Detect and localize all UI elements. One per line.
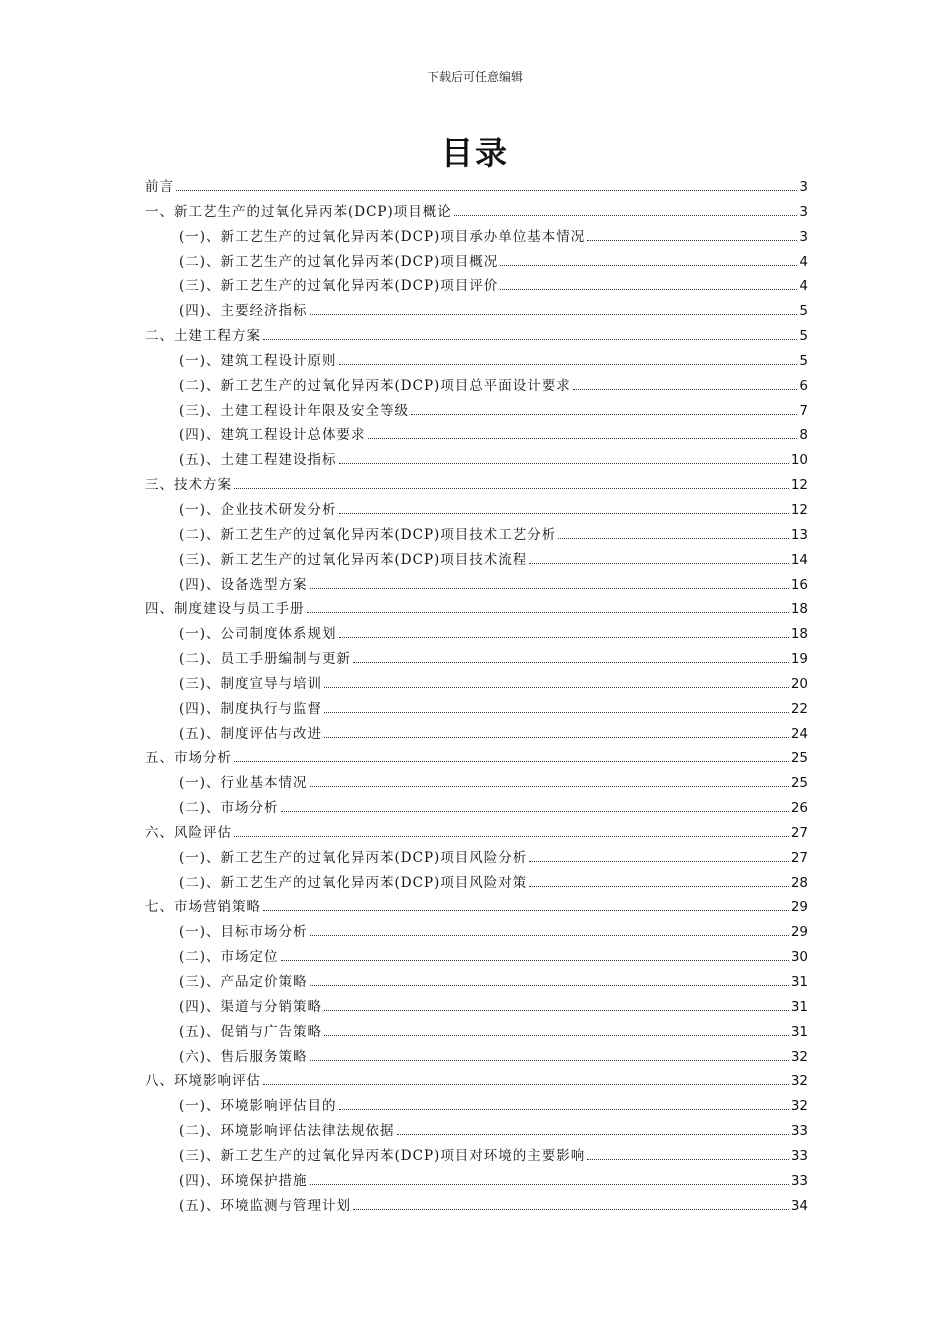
toc-chapter-entry[interactable] [145, 895, 808, 920]
toc-entry-label: (一)、新工艺生产的过氧化异丙苯(DCP)项目风险分析 [179, 849, 528, 866]
toc-page-number: 25 [790, 750, 808, 767]
toc-entry-label: (三)、土建工程设计年限及安全等级 [179, 402, 410, 419]
toc-dot-leader [339, 512, 789, 514]
toc-page-number: 4 [799, 253, 808, 270]
toc-dot-leader [397, 1133, 789, 1135]
toc-dot-leader [310, 785, 789, 787]
toc-page-number: 34 [790, 1197, 808, 1214]
toc-section-entry[interactable] [145, 672, 808, 697]
toc-section-entry[interactable] [145, 349, 808, 374]
toc-entry-label: (二)、员工手册编制与更新 [179, 651, 352, 668]
toc-page-number: 5 [799, 352, 808, 369]
toc-section-entry[interactable] [145, 970, 808, 995]
toc-dot-leader [310, 587, 789, 589]
toc-page-number: 25 [790, 775, 808, 792]
toc-chapter-entry[interactable] [145, 324, 808, 349]
toc-entry-label: (三)、新工艺生产的过氧化异丙苯(DCP)项目技术流程 [179, 551, 528, 568]
toc-dot-leader [558, 537, 789, 539]
toc-section-entry[interactable] [145, 299, 808, 324]
toc-entry-label: (一)、公司制度体系规划 [179, 626, 337, 643]
toc-page-number: 30 [790, 949, 808, 966]
toc-dot-leader [573, 388, 798, 390]
toc-dot-leader [500, 264, 797, 266]
toc-dot-leader [529, 885, 789, 887]
toc-page-number: 4 [799, 278, 808, 295]
toc-page-number: 16 [790, 576, 808, 593]
toc-page-number: 14 [790, 551, 808, 568]
toc-section-entry[interactable] [145, 548, 808, 573]
toc-entry-label: 二、土建工程方案 [145, 328, 261, 345]
toc-dot-leader [310, 1059, 789, 1061]
toc-section-entry[interactable] [145, 697, 808, 722]
toc-dot-leader [529, 562, 789, 564]
toc-dot-leader [500, 288, 797, 290]
toc-section-entry[interactable] [145, 250, 808, 275]
toc-entry-label: (二)、新工艺生产的过氧化异丙苯(DCP)项目总平面设计要求 [179, 377, 571, 394]
toc-entry-label: 七、市场营销策略 [145, 899, 261, 916]
toc-dot-leader [339, 636, 789, 638]
toc-dot-leader [310, 1183, 789, 1185]
toc-section-entry[interactable] [145, 374, 808, 399]
toc-entry-label: (四)、制度执行与监督 [179, 700, 323, 717]
toc-entry-label: (二)、市场定位 [179, 949, 279, 966]
toc-section-entry[interactable] [145, 920, 808, 945]
toc-entry-label: (一)、行业基本情况 [179, 775, 308, 792]
toc-page-number: 22 [790, 700, 808, 717]
toc-page-number: 8 [799, 427, 808, 444]
toc-entry-label: (一)、目标市场分析 [179, 924, 308, 941]
toc-dot-leader [263, 338, 797, 340]
toc-section-entry[interactable] [145, 1020, 808, 1045]
toc-page-number: 20 [790, 675, 808, 692]
toc-page-number: 31 [790, 974, 808, 990]
toc-entry-label: (五)、制度评估与改进 [179, 725, 323, 742]
toc-dot-leader [176, 189, 797, 191]
toc-entry-label: 四、制度建设与员工手册 [145, 601, 305, 618]
toc-page-number: 3 [799, 179, 808, 195]
toc-section-entry[interactable] [145, 498, 808, 523]
toc-page-number: 18 [790, 601, 808, 618]
toc-entry-label: (四)、主要经济指标 [179, 303, 308, 320]
toc-page-number: 29 [790, 924, 808, 941]
toc-dot-leader [339, 363, 798, 365]
toc-section-entry[interactable] [145, 1094, 808, 1119]
toc-dot-leader [234, 835, 789, 837]
toc-chapter-entry[interactable] [145, 175, 808, 200]
toc-dot-leader [353, 1208, 789, 1210]
toc-page-number: 12 [790, 477, 808, 494]
toc-entry-label: (五)、促销与广告策略 [179, 1023, 323, 1040]
toc-entry-label: (三)、产品定价策略 [179, 974, 308, 990]
toc-section-entry[interactable] [145, 1169, 808, 1194]
toc-page-number: 33 [790, 1147, 808, 1164]
toc-entry-label: (五)、土建工程建设指标 [179, 452, 337, 469]
toc-section-entry[interactable] [145, 796, 808, 821]
toc-page-number: 7 [799, 402, 808, 419]
toc-dot-leader [587, 1158, 789, 1160]
toc-page-number: 6 [799, 377, 808, 394]
toc-dot-leader [310, 934, 789, 936]
toc-page-number: 33 [790, 1172, 808, 1189]
toc-entry-label: 前言 [145, 179, 174, 195]
toc-page-number: 27 [790, 849, 808, 866]
toc-section-entry[interactable] [145, 573, 808, 598]
toc-section-entry[interactable] [145, 647, 808, 672]
toc-section-entry[interactable] [145, 871, 808, 896]
toc-entry-label: (六)、售后服务策略 [179, 1048, 308, 1065]
toc-dot-leader [454, 214, 798, 216]
toc-section-entry[interactable] [145, 995, 808, 1020]
toc-page-number: 27 [790, 824, 808, 841]
toc-page-number: 24 [790, 725, 808, 742]
toc-section-entry[interactable] [145, 1045, 808, 1070]
toc-dot-leader [263, 1083, 789, 1085]
toc-entry-label: 三、技术方案 [145, 477, 232, 494]
toc-chapter-entry[interactable] [145, 746, 808, 771]
toc-entry-label: (二)、新工艺生产的过氧化异丙苯(DCP)项目概况 [179, 253, 499, 270]
toc-dot-leader [529, 860, 789, 862]
toc-entry-label: 八、环境影响评估 [145, 1073, 261, 1090]
toc-dot-leader [263, 909, 789, 911]
toc-page-number: 3 [799, 228, 808, 245]
toc-entry-label: (二)、新工艺生产的过氧化异丙苯(DCP)项目技术工艺分析 [179, 526, 557, 543]
toc-dot-leader [324, 686, 789, 688]
toc-page-number: 19 [790, 651, 808, 668]
toc-section-entry[interactable] [145, 423, 808, 448]
toc-entry-label: (四)、建筑工程设计总体要求 [179, 427, 366, 444]
toc-dot-leader [324, 1009, 789, 1011]
toc-chapter-entry[interactable] [145, 597, 808, 622]
toc-chapter-entry[interactable] [145, 200, 808, 225]
toc-section-entry[interactable] [145, 274, 808, 299]
toc-entry-label: (四)、设备选型方案 [179, 576, 308, 593]
toc-dot-leader [339, 462, 789, 464]
toc-entry-label: (二)、新工艺生产的过氧化异丙苯(DCP)项目风险对策 [179, 874, 528, 891]
toc-section-entry[interactable] [145, 771, 808, 796]
toc-chapter-entry[interactable] [145, 821, 808, 846]
page-header: 下载后可任意编辑 [426, 70, 523, 84]
toc-entry-label: (二)、市场分析 [179, 800, 279, 817]
toc-section-entry[interactable] [145, 399, 808, 424]
toc-page-number: 3 [799, 203, 808, 220]
toc-dot-leader [324, 736, 789, 738]
toc-dot-leader [587, 239, 797, 241]
toc-entry-label: (四)、环境保护措施 [179, 1172, 308, 1189]
toc-entry-label: 六、风险评估 [145, 824, 232, 841]
toc-entry-label: (一)、环境影响评估目的 [179, 1098, 337, 1115]
toc-section-entry[interactable] [145, 225, 808, 250]
toc-page-number: 10 [790, 452, 808, 469]
toc-entry-label: (三)、新工艺生产的过氧化异丙苯(DCP)项目评价 [179, 278, 499, 295]
toc-section-entry[interactable] [145, 523, 808, 548]
toc-page-number: 32 [790, 1073, 808, 1090]
toc-dot-leader [368, 437, 798, 439]
toc-section-entry[interactable] [145, 846, 808, 871]
toc-entry-label: 五、市场分析 [145, 750, 232, 767]
toc-page-number: 18 [790, 626, 808, 643]
toc-entry-label: (一)、建筑工程设计原则 [179, 352, 337, 369]
table-of-contents [145, 175, 808, 1218]
toc-dot-leader [234, 487, 789, 489]
toc-section-entry[interactable] [145, 448, 808, 473]
toc-page-number: 32 [790, 1098, 808, 1115]
toc-dot-leader [353, 661, 789, 663]
toc-page-number: 5 [799, 328, 808, 345]
toc-page-number: 29 [790, 899, 808, 916]
toc-entry-label: (一)、新工艺生产的过氧化异丙苯(DCP)项目承办单位基本情况 [179, 228, 586, 245]
toc-dot-leader [411, 413, 797, 415]
toc-page-number: 13 [790, 526, 808, 543]
toc-page-number: 28 [790, 874, 808, 891]
toc-page-number: 12 [790, 501, 808, 518]
toc-entry-label: (三)、制度宣导与培训 [179, 675, 323, 692]
toc-chapter-entry[interactable] [145, 473, 808, 498]
toc-page-number: 26 [790, 800, 808, 817]
toc-page-number: 32 [790, 1048, 808, 1065]
toc-entry-label: (二)、环境影响评估法律法规依据 [179, 1123, 395, 1140]
toc-page-number: 5 [799, 303, 808, 320]
toc-entry-label: (一)、企业技术研发分析 [179, 501, 337, 518]
toc-section-entry[interactable] [145, 622, 808, 647]
page-title: 目录 [440, 134, 509, 172]
toc-dot-leader [281, 810, 789, 812]
toc-section-entry[interactable] [145, 1144, 808, 1169]
toc-entry-label: (三)、新工艺生产的过氧化异丙苯(DCP)项目对环境的主要影响 [179, 1147, 586, 1164]
toc-page-number: 33 [790, 1123, 808, 1140]
toc-entry-label: (四)、渠道与分销策略 [179, 998, 323, 1015]
toc-section-entry[interactable] [145, 1194, 808, 1219]
toc-dot-leader [310, 313, 798, 315]
toc-dot-leader [339, 1108, 789, 1110]
toc-dot-leader [307, 611, 789, 613]
toc-dot-leader [281, 959, 789, 961]
toc-section-entry[interactable] [145, 722, 808, 747]
toc-section-entry[interactable] [145, 1119, 808, 1144]
toc-dot-leader [234, 760, 789, 762]
toc-dot-leader [310, 984, 789, 986]
toc-dot-leader [324, 1034, 789, 1036]
toc-entry-label: 一、新工艺生产的过氧化异丙苯(DCP)项目概论 [145, 203, 452, 220]
toc-entry-label: (五)、环境监测与管理计划 [179, 1197, 352, 1214]
toc-section-entry[interactable] [145, 945, 808, 970]
toc-chapter-entry[interactable] [145, 1069, 808, 1094]
toc-page-number: 31 [790, 998, 808, 1015]
toc-dot-leader [324, 711, 789, 713]
toc-page-number: 31 [790, 1023, 808, 1040]
